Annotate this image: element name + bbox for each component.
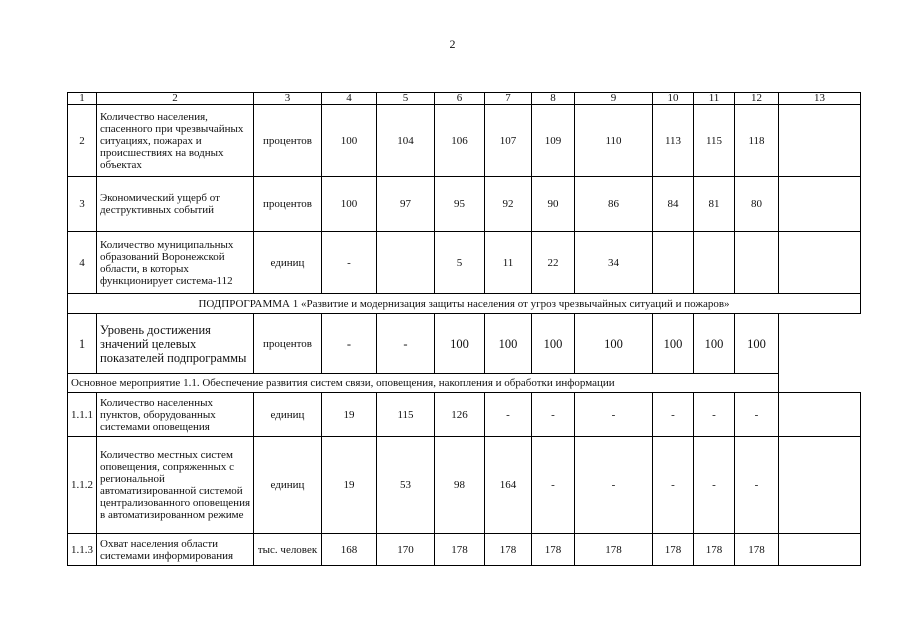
value-cell: 109: [532, 105, 575, 177]
value-cell: -: [694, 393, 735, 437]
value-cell: 19: [322, 437, 377, 534]
value-cell: 34: [575, 232, 653, 294]
value-cell: 115: [694, 105, 735, 177]
header-cell: 3: [254, 93, 322, 105]
table-row: [68, 314, 861, 374]
value-cell: 178: [575, 534, 653, 566]
value-cell: 178: [435, 534, 485, 566]
main-activity-title: Основное мероприятие 1.1. Обеспечение развития систем связи, оповещения, накопления и обработки информации: [68, 374, 779, 393]
value-cell: 98: [435, 437, 485, 534]
value-cell: -: [575, 437, 653, 534]
header-cell: 2: [97, 93, 254, 105]
value-cell: 11: [485, 232, 532, 294]
value-cell: [779, 534, 861, 566]
value-cell: 100: [735, 314, 779, 374]
value-cell: -: [532, 393, 575, 437]
unit-cell: единиц: [254, 393, 322, 437]
value-cell: 100: [575, 314, 653, 374]
header-cell: 7: [485, 93, 532, 105]
header-cell: 6: [435, 93, 485, 105]
table-row: [68, 534, 861, 566]
value-cell: -: [694, 437, 735, 534]
value-cell: 100: [322, 105, 377, 177]
value-cell: 100: [653, 314, 694, 374]
value-cell: -: [575, 393, 653, 437]
indicator-name: Количество муниципальных образований Воронежской области, в которых функционирует система-112: [97, 232, 254, 294]
unit-cell: тыс. человек: [254, 534, 322, 566]
value-cell: 115: [377, 393, 435, 437]
header-cell: 11: [694, 93, 735, 105]
header-row: [68, 93, 861, 105]
value-cell: 168: [322, 534, 377, 566]
row-number: 1.1.2: [68, 437, 97, 534]
header-cell: 5: [377, 93, 435, 105]
value-cell: 178: [532, 534, 575, 566]
unit-cell: процентов: [254, 105, 322, 177]
value-cell: 86: [575, 177, 653, 232]
header-cell: 12: [735, 93, 779, 105]
value-cell: [653, 232, 694, 294]
row-number: 1: [68, 314, 97, 374]
value-cell: [694, 232, 735, 294]
row-number: 1.1.1: [68, 393, 97, 437]
indicator-name: Охват населения области системами информирования: [97, 534, 254, 566]
row-number: 1.1.3: [68, 534, 97, 566]
row-number: 3: [68, 177, 97, 232]
table-row: [68, 393, 861, 437]
value-cell: 90: [532, 177, 575, 232]
indicator-name: Экономический ущерб от деструктивных событий: [97, 177, 254, 232]
value-cell: 100: [694, 314, 735, 374]
value-cell: -: [532, 437, 575, 534]
value-cell: [779, 393, 861, 437]
value-cell: -: [735, 393, 779, 437]
unit-cell: единиц: [254, 437, 322, 534]
value-cell: 81: [694, 177, 735, 232]
value-cell: 100: [485, 314, 532, 374]
table-row: [68, 177, 861, 232]
page-number: 2: [449, 37, 456, 51]
value-cell: 100: [532, 314, 575, 374]
header-cell: 4: [322, 93, 377, 105]
value-cell: [779, 105, 861, 177]
value-cell: 19: [322, 393, 377, 437]
table-row: [68, 232, 861, 294]
header-cell: 9: [575, 93, 653, 105]
unit-cell: процентов: [254, 177, 322, 232]
value-cell: 178: [485, 534, 532, 566]
value-cell: [377, 232, 435, 294]
value-cell: 126: [435, 393, 485, 437]
value-cell: -: [653, 393, 694, 437]
subprogram-title: ПОДПРОГРАММА 1 «Развитие и модернизация защиты населения от угроз чрезвычайных ситуаций и пожаров»: [68, 294, 861, 314]
value-cell: 95: [435, 177, 485, 232]
value-cell: 178: [694, 534, 735, 566]
row-number: 2: [68, 105, 97, 177]
indicator-name: Уровень достижения значений целевых показателей подпрограммы: [97, 314, 254, 374]
value-cell: [779, 232, 861, 294]
value-cell: 106: [435, 105, 485, 177]
value-cell: 97: [377, 177, 435, 232]
section-row: [68, 374, 861, 393]
empty-cell: [779, 374, 861, 393]
value-cell: -: [735, 437, 779, 534]
unit-cell: процентов: [254, 314, 322, 374]
value-cell: 118: [735, 105, 779, 177]
section-row: [68, 294, 861, 314]
indicators-table: [67, 92, 861, 566]
header-cell: 1: [68, 93, 97, 105]
value-cell: -: [322, 232, 377, 294]
value-cell: 100: [435, 314, 485, 374]
header-cell: 13: [779, 93, 861, 105]
value-cell: 92: [485, 177, 532, 232]
value-cell: 170: [377, 534, 435, 566]
value-cell: 104: [377, 105, 435, 177]
value-cell: [779, 314, 861, 374]
header-cell: 10: [653, 93, 694, 105]
header-cell: 8: [532, 93, 575, 105]
value-cell: 107: [485, 105, 532, 177]
row-number: 4: [68, 232, 97, 294]
value-cell: -: [485, 393, 532, 437]
unit-cell: единиц: [254, 232, 322, 294]
value-cell: -: [653, 437, 694, 534]
table-row: [68, 105, 861, 177]
value-cell: 178: [735, 534, 779, 566]
value-cell: -: [322, 314, 377, 374]
value-cell: -: [377, 314, 435, 374]
value-cell: 164: [485, 437, 532, 534]
value-cell: 178: [653, 534, 694, 566]
value-cell: 110: [575, 105, 653, 177]
value-cell: 84: [653, 177, 694, 232]
indicator-name: Количество местных систем оповещения, сопряженных с региональной автоматизированной системой централизованного оповещения в автоматизированном режиме: [97, 437, 254, 534]
value-cell: 100: [322, 177, 377, 232]
value-cell: 80: [735, 177, 779, 232]
value-cell: 22: [532, 232, 575, 294]
indicator-name: Количество населенных пунктов, оборудованных системами оповещения: [97, 393, 254, 437]
value-cell: 5: [435, 232, 485, 294]
value-cell: 113: [653, 105, 694, 177]
value-cell: [735, 232, 779, 294]
table-row: [68, 437, 861, 534]
value-cell: [779, 177, 861, 232]
value-cell: [779, 437, 861, 534]
value-cell: 53: [377, 437, 435, 534]
indicator-name: Количество населения, спасенного при чрезвычайных ситуациях, пожарах и происшествиях на водных объектах: [97, 105, 254, 177]
